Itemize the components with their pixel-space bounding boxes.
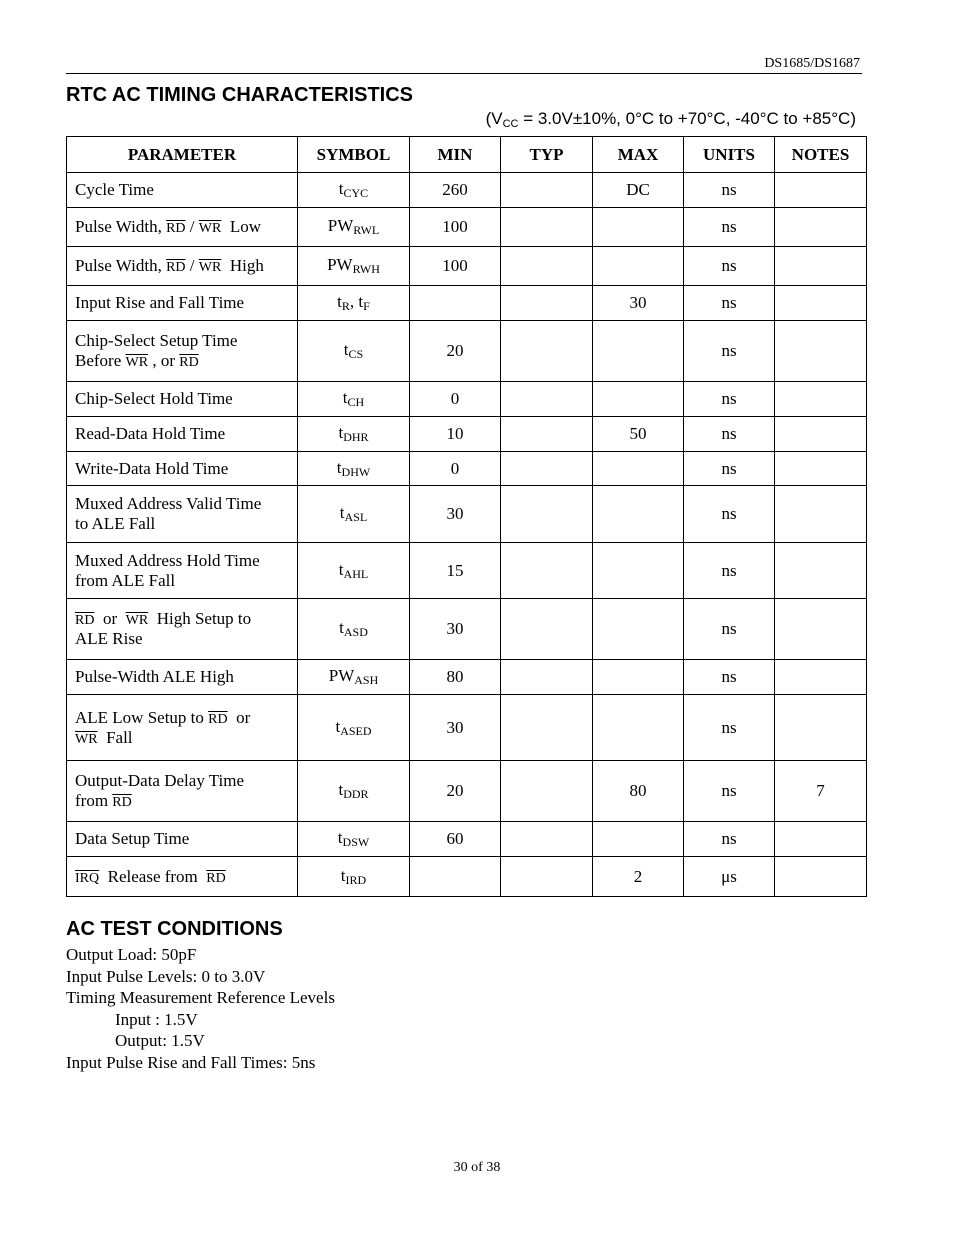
typ-cell (501, 486, 593, 543)
min-cell: 100 (410, 247, 501, 286)
table-header-row (67, 137, 867, 173)
symbol-cell: $t_{CS}$ (298, 321, 410, 382)
list-item: Output: 1.5V (115, 1031, 205, 1050)
units-cell: ns (684, 286, 775, 321)
wr-signal: $\overline{WR}$ (125, 613, 149, 628)
typ-cell (501, 417, 593, 452)
wr-signal: $\overline{WR}$ (125, 355, 149, 370)
max-cell (593, 382, 684, 417)
rd-signal: $\overline{RD}$ (75, 613, 95, 628)
table-row (67, 382, 867, 417)
param-cell: Read-Data Hold Time (67, 417, 298, 452)
symbol-cell: $t_{ASL}$ (298, 486, 410, 543)
param-cell: ALE Low Setup to $\overline{RD}$ or $\overline{WR}$ Fall (67, 695, 298, 761)
notes-cell (775, 543, 867, 599)
rd-signal: $\overline{RD}$ (112, 795, 132, 810)
units-cell: ns (684, 695, 775, 761)
min-cell: 0 (410, 382, 501, 417)
symbol-cell: $t_{DDR}$ (298, 761, 410, 822)
symbol-cell: $t_{CH}$ (298, 382, 410, 417)
table-row (67, 857, 867, 897)
table-row (67, 208, 867, 247)
notes-cell (775, 857, 867, 897)
notes-cell (775, 173, 867, 208)
notes-cell (775, 452, 867, 486)
header-max: MAX (593, 137, 684, 173)
header-notes: NOTES (775, 137, 867, 173)
symbol-cell: $PW_{RWH}$ (298, 247, 410, 286)
symbol-cell: $t_{DHR}$ (298, 417, 410, 452)
document-id: DS1685/DS1687 (764, 56, 860, 71)
list-item: Output Load: 50pF (66, 945, 197, 964)
typ-cell (501, 599, 593, 660)
param-cell: Pulse Width, $\overline{RD} / \overline{WR}$ Low (67, 208, 298, 247)
max-cell: 80 (593, 761, 684, 822)
param-cell: Output-Data Delay Time from $\overline{RD}$ (67, 761, 298, 822)
symbol-cell: $t_{CYC}$ (298, 173, 410, 208)
units-cell: μs (684, 857, 775, 897)
table-row (67, 452, 867, 486)
max-cell (593, 543, 684, 599)
max-cell (593, 208, 684, 247)
symbol-cell: $PW_{ASH}$ (298, 660, 410, 695)
table-row (67, 599, 867, 660)
list-item: Input : 1.5V (115, 1009, 198, 1029)
section-title-ac-test-conditions: AC TEST CONDITIONS (66, 918, 283, 940)
param-cell: Muxed Address Valid Time to ALE Fall (67, 486, 298, 543)
units-cell: ns (684, 321, 775, 382)
table-row (67, 417, 867, 452)
max-cell: 30 (593, 286, 684, 321)
table-row (67, 247, 867, 286)
notes-cell (775, 822, 867, 857)
units-cell: ns (684, 247, 775, 286)
page-number: 30 of 38 (453, 1160, 501, 1175)
units-cell: ns (684, 208, 775, 247)
conditions-prefix: (V (485, 109, 503, 128)
header-parameter: PARAMETER (67, 137, 298, 173)
list-item: Input Pulse Rise and Fall Times: 5ns (66, 1052, 316, 1072)
conditions-rest: = 3.0V±10%, 0°C to +70°C, -40°C to +85°C) (518, 109, 856, 128)
rd-signal: $\overline{RD}$ (179, 355, 199, 370)
units-cell: ns (684, 543, 775, 599)
rd-signal: $\overline{RD}$ (206, 870, 226, 886)
min-cell: 0 (410, 452, 501, 486)
symbol-cell: $t_{DHW}$ (298, 452, 410, 486)
max-cell (593, 486, 684, 543)
header-symbol: SYMBOL (298, 137, 410, 173)
wr-signal: $\overline{WR}$ (75, 731, 98, 747)
list-item: Input Pulse Levels: 0 to 3.0V (66, 966, 266, 986)
section-title-rtc-ac-timing: RTC AC TIMING CHARACTERISTICS (66, 84, 414, 106)
typ-cell (501, 543, 593, 599)
typ-cell (501, 857, 593, 897)
rd-signal: $\overline{RD}$ (166, 260, 186, 275)
min-cell: 100 (410, 208, 501, 247)
symbol-cell: $t_R$, $t_F$ (298, 286, 410, 321)
notes-cell (775, 599, 867, 660)
table-row (67, 173, 867, 208)
notes-cell (775, 247, 867, 286)
min-cell: 30 (410, 599, 501, 660)
typ-cell (501, 695, 593, 761)
table-row (67, 286, 867, 321)
param-cell: $\overline{RD}$ or $\overline{WR}$ High Setup to ALE Rise (67, 599, 298, 660)
typ-cell (501, 822, 593, 857)
max-cell (593, 695, 684, 761)
header-units: UNITS (684, 137, 775, 173)
typ-cell (501, 286, 593, 321)
header-typ: TYP (501, 137, 593, 173)
header-rule (66, 73, 862, 74)
param-cell: Write-Data Hold Time (67, 452, 298, 486)
conditions-subscript: CC (502, 118, 519, 130)
param-cell: $\overline{IRQ}$ Release from $\overline{RD}$ (67, 857, 298, 897)
typ-cell (501, 382, 593, 417)
min-cell: 30 (410, 486, 501, 543)
max-cell (593, 321, 684, 382)
symbol-cell: $t_{IRD}$ (298, 857, 410, 897)
symbol-cell: $t_{ASED}$ (298, 695, 410, 761)
symbol-cell: $t_{DSW}$ (298, 822, 410, 857)
rd-signal: $\overline{RD}$ (166, 221, 186, 236)
param-cell: Pulse-Width ALE High (67, 660, 298, 695)
param-cell: Muxed Address Hold Time from ALE Fall (67, 543, 298, 599)
notes-cell (775, 417, 867, 452)
units-cell: ns (684, 761, 775, 822)
param-cell: Chip-Select Setup Time Before $\overline{WR}$ , or $\overline{RD}$ (67, 321, 298, 382)
max-cell: DC (593, 173, 684, 208)
table-row (67, 321, 867, 382)
units-cell: ns (684, 599, 775, 660)
table-row (67, 660, 867, 695)
header-min: MIN (410, 137, 501, 173)
rd-signal: $\overline{RD}$ (208, 711, 228, 727)
typ-cell (501, 173, 593, 208)
param-cell: Chip-Select Hold Time (67, 382, 298, 417)
notes-cell (775, 660, 867, 695)
wr-signal: $\overline{WR}$ (198, 260, 222, 275)
table-row (67, 822, 867, 857)
operating-conditions (486, 109, 856, 130)
list-item: Timing Measurement Reference Levels (66, 988, 335, 1007)
min-cell: 60 (410, 822, 501, 857)
table-row (67, 761, 867, 822)
notes-cell (775, 486, 867, 543)
typ-cell (501, 761, 593, 822)
units-cell: ns (684, 452, 775, 486)
notes-cell (775, 382, 867, 417)
notes-cell (775, 321, 867, 382)
min-cell: 10 (410, 417, 501, 452)
min-cell: 260 (410, 173, 501, 208)
table-row (67, 543, 867, 599)
max-cell (593, 822, 684, 857)
wr-signal: $\overline{WR}$ (198, 221, 222, 236)
notes-cell (775, 208, 867, 247)
symbol-cell: $t_{ASD}$ (298, 599, 410, 660)
timing-table (66, 136, 867, 897)
typ-cell (501, 247, 593, 286)
table-row (67, 695, 867, 761)
notes-cell (775, 286, 867, 321)
min-cell: 15 (410, 543, 501, 599)
units-cell: ns (684, 486, 775, 543)
max-cell (593, 599, 684, 660)
typ-cell (501, 208, 593, 247)
symbol-cell: $t_{AHL}$ (298, 543, 410, 599)
test-conditions-list (66, 944, 335, 1073)
units-cell: ns (684, 822, 775, 857)
units-cell: ns (684, 417, 775, 452)
units-cell: ns (684, 382, 775, 417)
units-cell: ns (684, 173, 775, 208)
param-cell: Cycle Time (67, 173, 298, 208)
param-cell: Pulse Width, $\overline{RD} / \overline{WR}$ High (67, 247, 298, 286)
typ-cell (501, 321, 593, 382)
table-row (67, 486, 867, 543)
max-cell (593, 660, 684, 695)
min-cell: 30 (410, 695, 501, 761)
typ-cell (501, 660, 593, 695)
min-cell: 20 (410, 761, 501, 822)
param-cell: Input Rise and Fall Time (67, 286, 298, 321)
param-cell: Data Setup Time (67, 822, 298, 857)
max-cell (593, 247, 684, 286)
irq-signal: $\overline{IRQ}$ (75, 870, 100, 886)
units-cell: ns (684, 660, 775, 695)
symbol-cell: $PW_{RWL}$ (298, 208, 410, 247)
max-cell: 50 (593, 417, 684, 452)
notes-cell (775, 695, 867, 761)
min-cell: 80 (410, 660, 501, 695)
max-cell (593, 452, 684, 486)
typ-cell (501, 452, 593, 486)
min-cell: 20 (410, 321, 501, 382)
max-cell: 2 (593, 857, 684, 897)
notes-cell: 7 (775, 761, 867, 822)
min-cell (410, 857, 501, 897)
min-cell (410, 286, 501, 321)
